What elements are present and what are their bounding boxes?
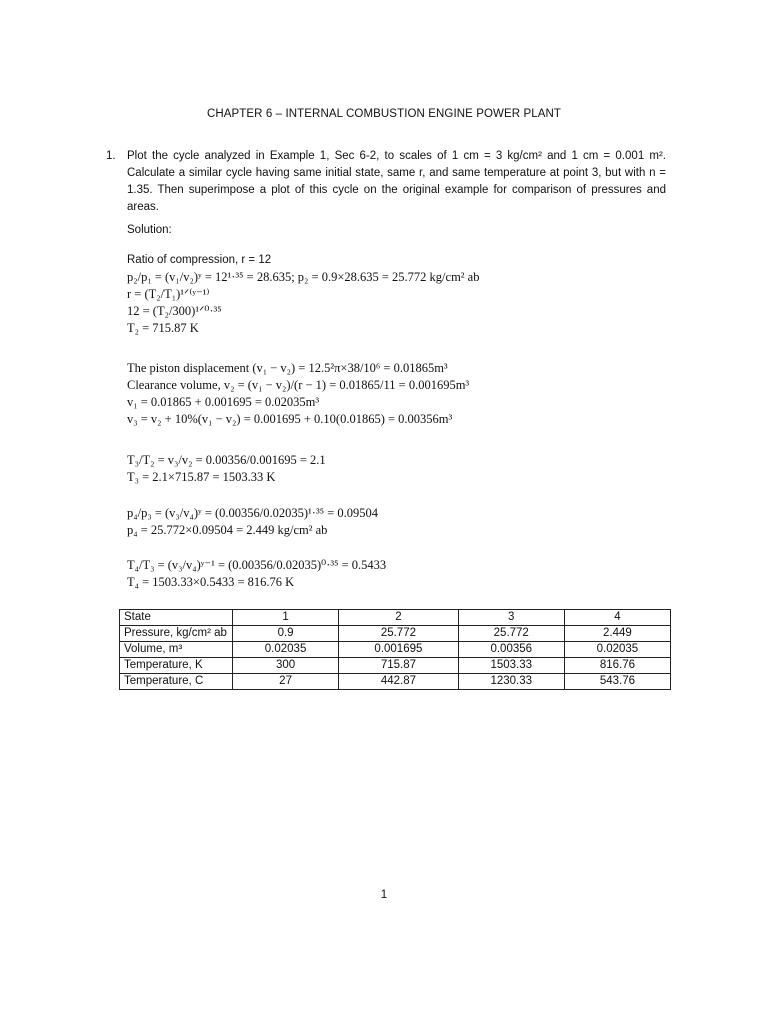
- table-cell: 442.87: [339, 674, 459, 690]
- chapter-title: CHAPTER 6 – INTERNAL COMBUSTION ENGINE POWER PLANT: [206, 108, 562, 120]
- table-cell: 0.9: [233, 626, 339, 642]
- table-header-cell: 3: [458, 610, 564, 626]
- eq-v1: v₁ = 0.01865 + 0.001695 = 0.02035m³: [127, 395, 320, 409]
- table-cell: 27: [233, 674, 339, 690]
- eq-displacement: The piston displacement (v₁ − v₂) = 12.5²π×38/10⁶ = 0.01865m³: [127, 361, 448, 375]
- t3-equations: [127, 452, 326, 486]
- problem-text: Plot the cycle analyzed in Example 1, Sec 6-2, to scales of 1 cm = 3 kg/cm² and 1 cm = 0.001 m². Calculate a similar cycle having same initial state, same r, and same temperature at point 3, but with n = 1.35. Then superimpose a plot of this cycle on the original example for comparison of pressures and areas.: [127, 150, 666, 213]
- eq-t3: T₃ = 2.1×715.87 = 1503.33 K: [127, 470, 276, 484]
- table-header-cell: 2: [339, 610, 459, 626]
- p4-equations: [127, 505, 378, 539]
- eq-p4: p₄ = 25.772×0.09504 = 2.449 kg/cm² ab: [127, 523, 328, 537]
- table-header-cell: 1: [233, 610, 339, 626]
- table-row: [120, 674, 671, 690]
- eq-p2: p₂/p₁ = (v₁/v₂)ʸ = 12¹·³⁵ = 28.635; p₂ = 0.9×28.635 = 25.772 kg/cm² ab: [127, 270, 480, 284]
- table-cell: 1230.33: [458, 674, 564, 690]
- table-header-row: [120, 610, 671, 626]
- solution-label: Solution:: [127, 224, 172, 236]
- table-cell: 715.87: [339, 658, 459, 674]
- eq-v3: v₃ = v₂ + 10%(v₁ − v₂) = 0.001695 + 0.10(0.01865) = 0.00356m³: [127, 412, 453, 426]
- eq-r-relation: r = (T₂/T₁)¹ᐟ⁽ʸ⁻¹⁾: [127, 287, 210, 301]
- table-cell: 300: [233, 658, 339, 674]
- table-row: [120, 642, 671, 658]
- page-number: 1: [380, 889, 388, 901]
- table-cell: 1503.33: [458, 658, 564, 674]
- table-header-cell: 4: [564, 610, 670, 626]
- eq-compression-ratio: Ratio of compression, r = 12: [127, 254, 272, 266]
- table-cell: 0.02035: [233, 642, 339, 658]
- eq-r-value: 12 = (T₂/300)¹ᐟ⁰·³⁵: [127, 304, 222, 318]
- eq-t2: T₂ = 715.87 K: [127, 321, 199, 335]
- row-label: Pressure, kg/cm² ab: [120, 626, 233, 642]
- table-header-cell: State: [120, 610, 233, 626]
- eq-p4-ratio: p₄/p₃ = (v₃/v₄)ʸ = (0.00356/0.02035)¹·³⁵ = 0.09504: [127, 506, 379, 520]
- table-cell: 25.772: [458, 626, 564, 642]
- eq-t4: T₄ = 1503.33×0.5433 = 816.76 K: [127, 575, 295, 589]
- table-cell: 25.772: [339, 626, 459, 642]
- row-label: Temperature, K: [120, 658, 233, 674]
- table-cell: 816.76: [564, 658, 670, 674]
- eq-t4-ratio: T₄/T₃ = (v₃/v₄)ʸ⁻¹ = (0.00356/0.02035)⁰·³⁵ = 0.5433: [127, 558, 387, 572]
- volume-equations: [127, 360, 469, 428]
- table-row: [120, 658, 671, 674]
- eq-clearance: Clearance volume, v₂ = (v₁ − v₂)/(r − 1) = 0.01865/11 = 0.001695m³: [127, 378, 470, 392]
- t4-equations: [127, 557, 386, 591]
- solution-label-block: [127, 222, 172, 239]
- table-cell: 543.76: [564, 674, 670, 690]
- row-label: Volume, m³: [120, 642, 233, 658]
- state-table: [119, 609, 671, 690]
- table-row: [120, 626, 671, 642]
- eq-t3-ratio: T₃/T₂ = v₃/v₂ = 0.00356/0.001695 = 2.1: [127, 453, 326, 467]
- problem-1: [106, 148, 666, 216]
- table-cell: 0.001695: [339, 642, 459, 658]
- row-label: Temperature, C: [120, 674, 233, 690]
- table-cell: 0.02035: [564, 642, 670, 658]
- problem-number: 1.: [106, 150, 116, 162]
- compression-equations: [127, 252, 479, 337]
- table-cell: 0.00356: [458, 642, 564, 658]
- table-cell: 2.449: [564, 626, 670, 642]
